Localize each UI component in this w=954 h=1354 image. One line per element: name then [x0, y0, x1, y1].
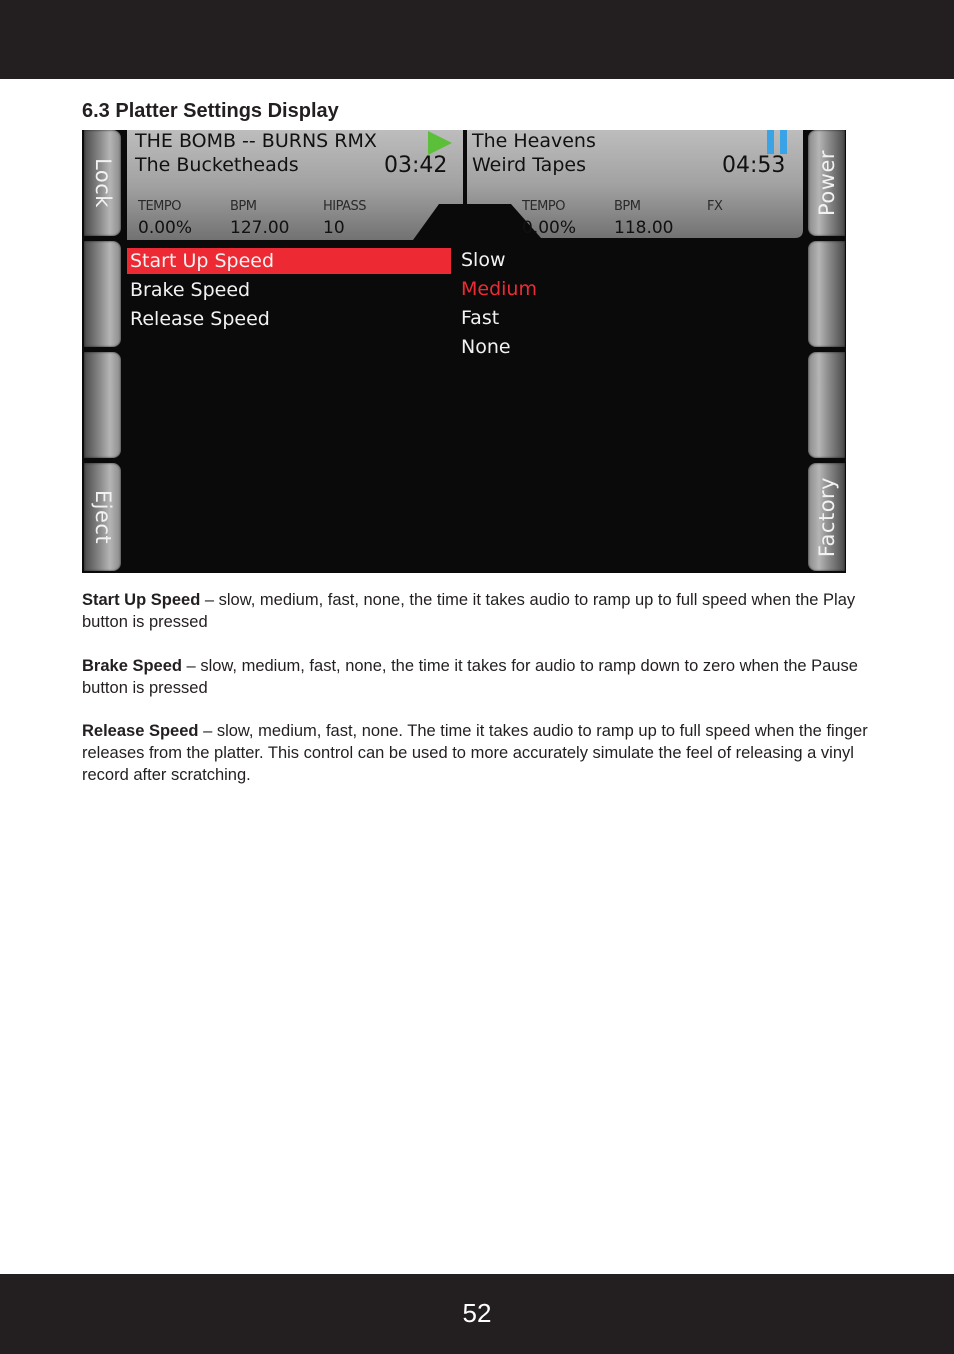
deck-a-artist: The Bucketheads — [135, 154, 299, 176]
page-number: 52 — [462, 1298, 492, 1328]
lock-button-label: Lock — [90, 158, 115, 208]
deck-a-bpm-value: 127.00 — [230, 218, 290, 238]
text-release-speed: – slow, medium, fast, none. The time it takes audio to ramp up to full speed when the finger releases from the platter. This control can be used to more accurately simulate the feel of releasing a vinyl record after scratching. — [82, 722, 868, 784]
option-slow[interactable]: Slow — [461, 249, 506, 271]
deck-b-bpm-value: 118.00 — [614, 218, 674, 238]
deck-b-tempo-label: TEMPO — [522, 199, 565, 214]
deck-a-title: THE BOMB -- BURNS RMX — [135, 130, 377, 152]
lock-button[interactable] — [84, 130, 121, 236]
deck-a-tempo-value: 0.00% — [138, 218, 193, 238]
term-brake-speed: Brake Speed — [82, 657, 182, 675]
right-soft-button-2[interactable] — [808, 241, 845, 347]
device-screen — [82, 130, 846, 573]
left-soft-button-3[interactable] — [84, 352, 121, 458]
section-title: 6.3 Platter Settings Display — [82, 100, 339, 122]
description-release-speed — [82, 720, 874, 786]
option-fast[interactable]: Fast — [461, 307, 500, 329]
deck-b-tempo-value: 0.00% — [522, 218, 577, 238]
eject-button-label: Eject — [90, 489, 115, 545]
menu-item-brake-speed[interactable]: Brake Speed — [130, 279, 251, 301]
factory-button-label: Factory — [814, 476, 839, 558]
description-brake-speed — [82, 655, 874, 699]
term-start-up-speed: Start Up Speed — [82, 591, 201, 609]
deck-b-fx-label: FX — [707, 199, 723, 214]
left-soft-button-2[interactable] — [84, 241, 121, 347]
play-icon — [428, 131, 452, 155]
power-button[interactable] — [808, 130, 845, 236]
eject-button[interactable] — [84, 463, 121, 571]
deck-b-title: The Heavens — [472, 130, 596, 152]
pause-icon — [766, 130, 790, 154]
deck-b-artist: Weird Tapes — [472, 154, 586, 176]
deck-a-time: 03:42 — [384, 153, 448, 178]
top-header-bar — [0, 0, 954, 79]
menu-item-start-up-speed[interactable]: Start Up Speed — [127, 248, 451, 274]
term-release-speed: Release Speed — [82, 722, 199, 740]
deck-a-bpm-label: BPM — [230, 199, 257, 214]
deck-a-tempo-label: TEMPO — [138, 199, 181, 214]
deck-a-hipass-value: 10 — [323, 218, 345, 238]
option-medium[interactable]: Medium — [461, 278, 537, 300]
deck-a-hipass-label: HIPASS — [323, 199, 367, 214]
deck-b-bpm-label: BPM — [614, 199, 641, 214]
right-soft-button-3[interactable] — [808, 352, 845, 458]
power-button-label: Power — [814, 150, 839, 216]
menu-item-release-speed[interactable]: Release Speed — [130, 308, 270, 330]
text-brake-speed: – slow, medium, fast, none, the time it takes for audio to ramp down to zero when the Pause button is pressed — [82, 657, 858, 697]
description-start-up-speed — [82, 589, 874, 633]
option-none[interactable]: None — [461, 336, 511, 358]
deck-b-time: 04:53 — [722, 153, 786, 178]
text-start-up-speed: – slow, medium, fast, none, the time it takes audio to ramp up to full speed when the Play button is pressed — [82, 591, 856, 631]
factory-button[interactable] — [808, 463, 845, 571]
